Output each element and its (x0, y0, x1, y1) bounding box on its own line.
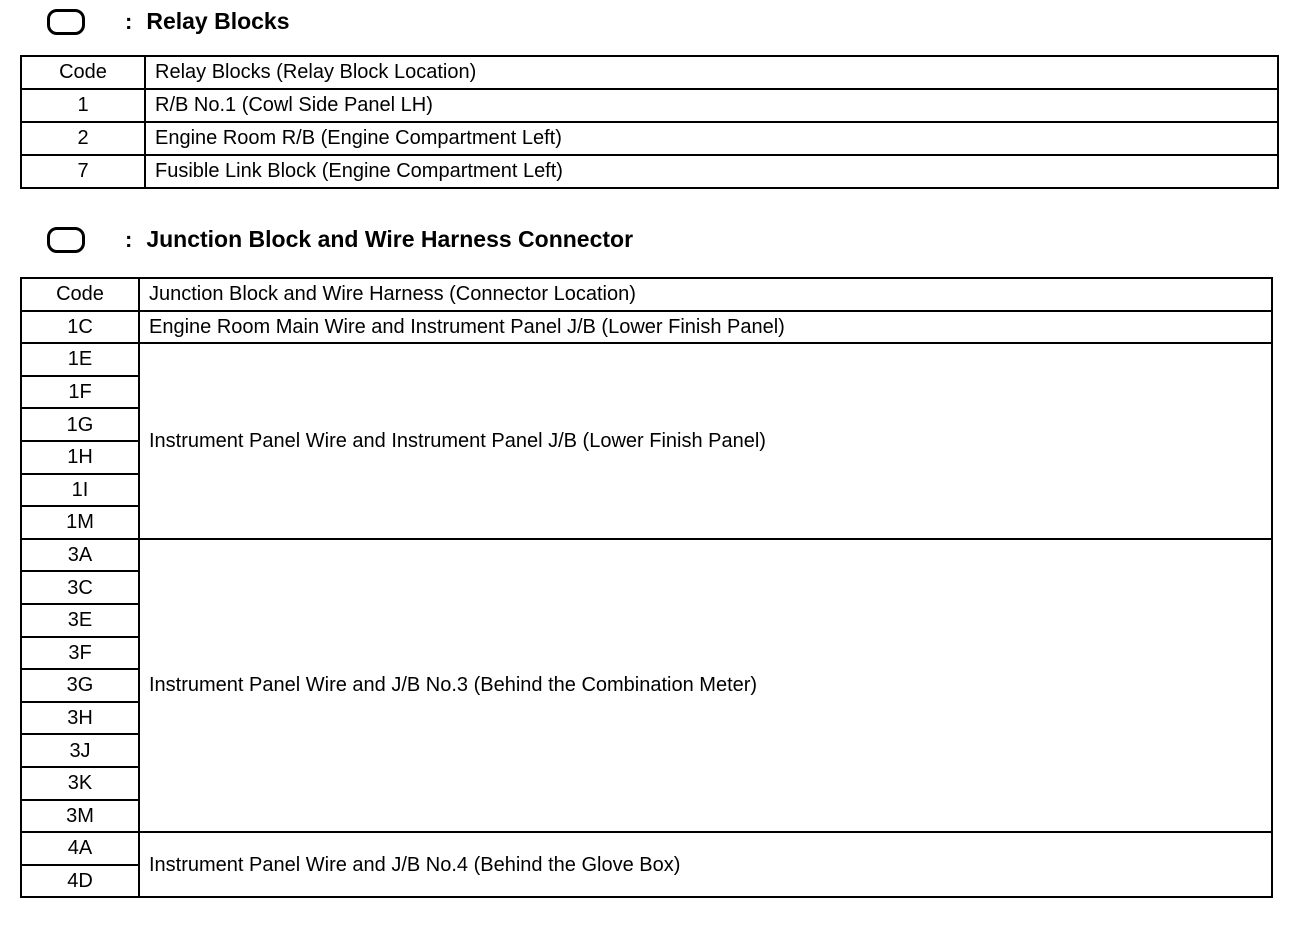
relay-blocks-heading (47, 8, 290, 35)
row-location: Instrument Panel Wire and J/B No.4 (Behind the Glove Box) (139, 832, 1272, 897)
row-code: 1 (21, 89, 145, 122)
table-row (21, 832, 1272, 865)
row-location: Engine Room Main Wire and Instrument Panel J/B (Lower Finish Panel) (139, 311, 1272, 344)
row-code: 1C (21, 311, 139, 344)
row-code: 3H (21, 702, 139, 735)
row-location: R/B No.1 (Cowl Side Panel LH) (145, 89, 1278, 122)
row-code: 1M (21, 506, 139, 539)
row-code: 3J (21, 734, 139, 767)
location-header: Relay Blocks (Relay Block Location) (145, 56, 1278, 89)
row-location: Instrument Panel Wire and Instrument Panel J/B (Lower Finish Panel) (139, 343, 1272, 539)
row-code: 3E (21, 604, 139, 637)
table-row (21, 155, 1278, 188)
junction-block-symbol-icon (47, 227, 85, 253)
row-code: 3F (21, 637, 139, 670)
table-row (21, 89, 1278, 122)
junction-block-heading (47, 226, 633, 253)
row-code: 3K (21, 767, 139, 800)
relay-blocks-title: Relay Blocks (146, 8, 290, 34)
junction-block-table (20, 277, 1273, 898)
row-code: 3C (21, 571, 139, 604)
relay-blocks-table (20, 55, 1279, 189)
row-code: 1H (21, 441, 139, 474)
junction-colon: : (125, 226, 133, 252)
table-row (21, 539, 1272, 572)
row-code: 4D (21, 865, 139, 898)
row-code: 4A (21, 832, 139, 865)
row-code: 1G (21, 408, 139, 441)
table-header-row (21, 278, 1272, 311)
row-code: 2 (21, 122, 145, 155)
junction-block-title: Junction Block and Wire Harness Connector (146, 226, 634, 252)
row-code: 7 (21, 155, 145, 188)
row-code: 3G (21, 669, 139, 702)
table-header-row (21, 56, 1278, 89)
row-location: Engine Room R/B (Engine Compartment Left) (145, 122, 1278, 155)
row-code: 3A (21, 539, 139, 572)
row-code: 1I (21, 474, 139, 507)
relay-block-symbol-icon (47, 9, 85, 35)
code-header: Code (21, 278, 139, 311)
row-location: Fusible Link Block (Engine Compartment Left) (145, 155, 1278, 188)
row-code: 1E (21, 343, 139, 376)
table-row (21, 122, 1278, 155)
relay-colon: : (125, 8, 133, 34)
location-header: Junction Block and Wire Harness (Connector Location) (139, 278, 1272, 311)
code-header: Code (21, 56, 145, 89)
table-row (21, 343, 1272, 376)
table-row (21, 311, 1272, 344)
row-location: Instrument Panel Wire and J/B No.3 (Behind the Combination Meter) (139, 539, 1272, 832)
row-code: 3M (21, 800, 139, 833)
row-code: 1F (21, 376, 139, 409)
